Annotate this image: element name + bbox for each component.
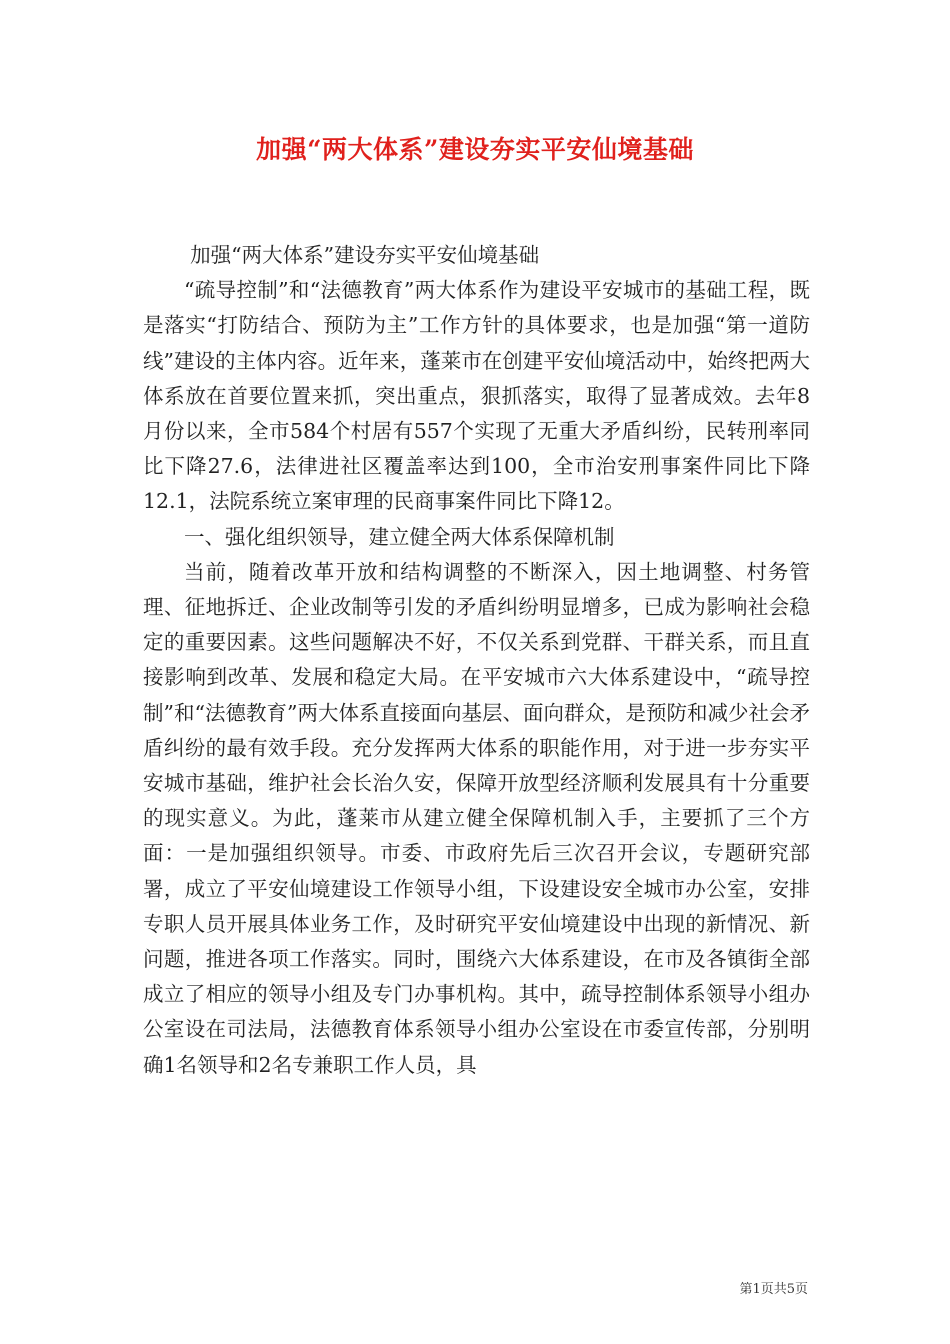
paragraph-intro: “疏导控制”和“法德教育”两大体系作为建设平安城市的基础工程，既是落实“打防结合、预防为主”工作方针的具体要求，也是加强“第一道防线”建设的主体内容。近年来，蓬莱市在创建平安仙境活动中，始终把两大体系放在首要位置来抓，突出重点，狠抓落实，取得了显著成效。去年8月份以来，全市584个村居有557个实现了无重大矛盾纠纷，民转刑率同比下降27.6，法律进社区覆盖率达到100，全市治安刑事案件同比下降12.1，法院系统立案审理的民商事案件同比下降12。 (143, 278, 810, 514)
document-title: 加强“两大体系”建设夯实平安仙境基础 (256, 135, 694, 164)
document-body (143, 238, 810, 1083)
section-heading-1: 一、强化组织领导，建立健全两大体系保障机制 (184, 524, 615, 549)
document-subtitle: 加强“两大体系”建设夯实平安仙境基础 (190, 243, 540, 267)
paragraph-section-1: 当前，随着改革开放和结构调整的不断深入，因土地调整、村务管理、征地拆迁、企业改制等引发的矛盾纠纷明显增多，已成为影响社会稳定的重要因素。这些问题解决不好，不仅关系到党群、干群关系，而且直接影响到改革、发展和稳定大局。在平安城市六大体系建设中，“疏导控制”和“法德教育”两大体系直接面向基层、面向群众，是预防和减少社会矛盾纠纷的最有效手段。充分发挥两大体系的职能作用，对于进一步夯实平安城市基础，维护社会长治久安，保障开放型经济顺利发展具有十分重要的现实意义。为此，蓬莱市从建立健全保障机制入手，主要抓了三个方面：一是加强组织领导。市委、市政府先后三次召开会议，专题研究部署，成立了平安仙境建设工作领导小组，下设建设安全城市办公室，安排专职人员开展具体业务工作，及时研究平安仙境建设中出现的新情况、新问题，推进各项工作落实。同时，围绕六大体系建设，在市及各镇街全部成立了相应的领导小组及专门办事机构。其中，疏导控制体系领导小组办公室设在司法局，法德教育体系领导小组办公室设在市委宣传部，分别明确1名领导和2名专兼职工作人员，具 (143, 559, 810, 1077)
page-indicator: 第1页共5页 (739, 1282, 808, 1297)
